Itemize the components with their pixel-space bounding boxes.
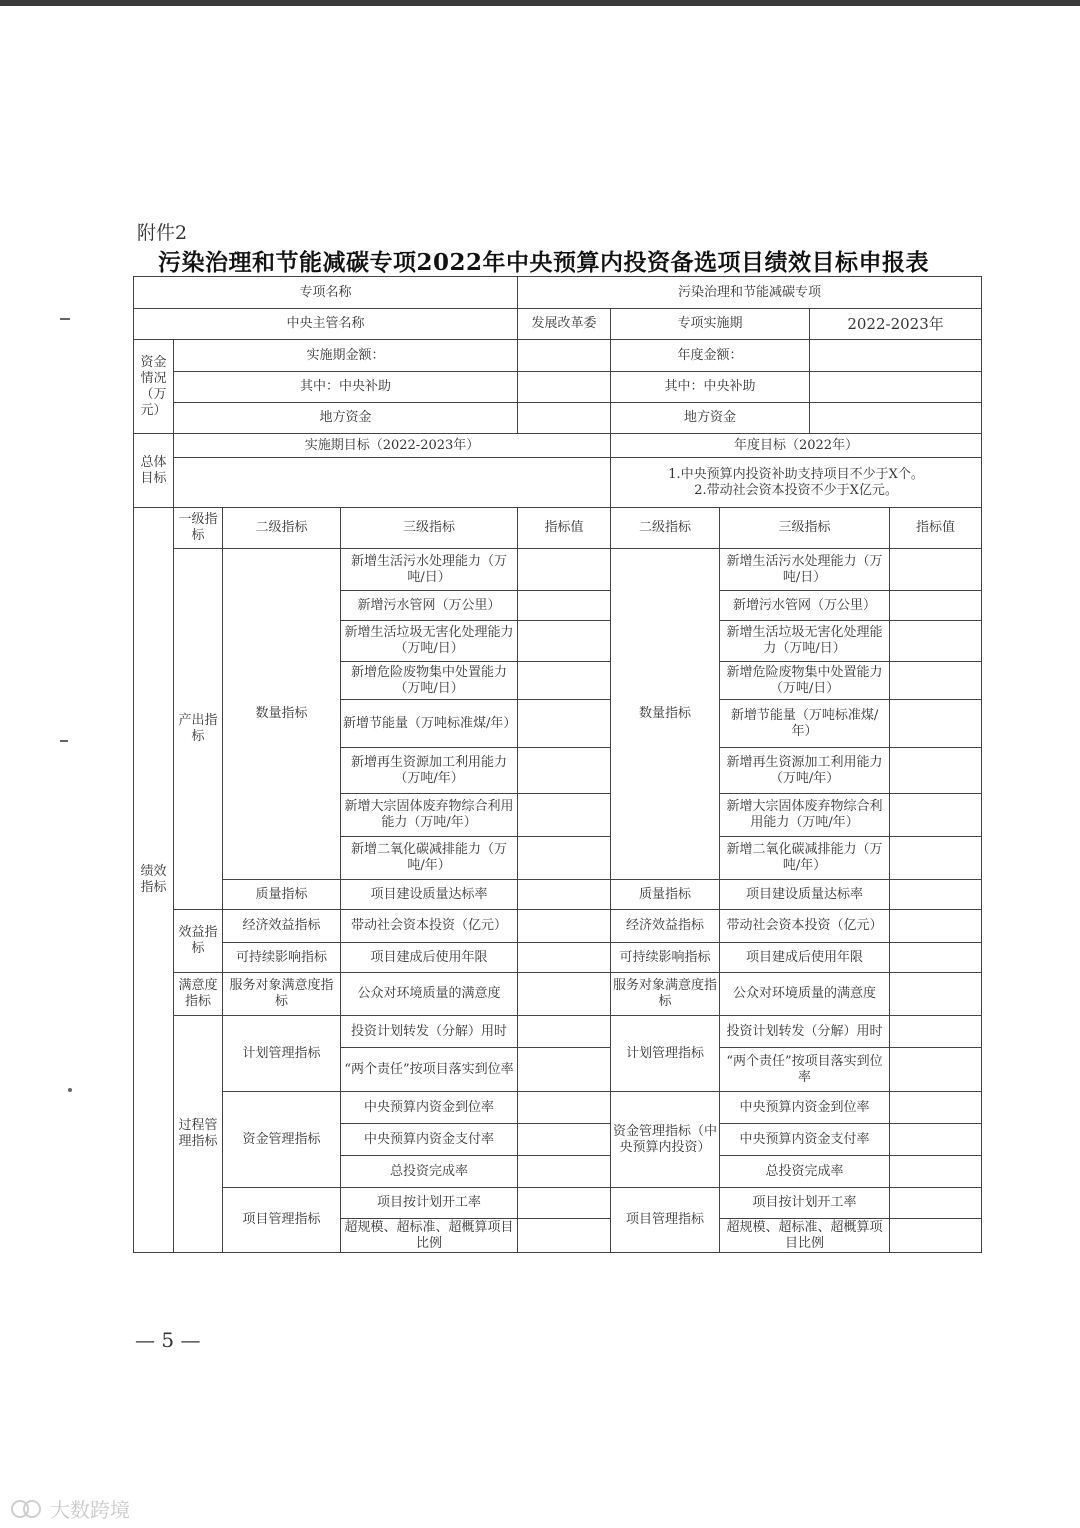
period-goal-label: 实施期目标（2022-2023年） [174,434,611,458]
indicator-value-cell [890,549,982,591]
annual-goal-line: 2.带动社会资本投资不少于X亿元。 [694,482,898,498]
indicator-value-cell [890,748,982,794]
indicator-value-cell [890,1156,982,1188]
sustain-item: 项目建成后使用年限 [341,943,518,973]
watermark-logo-icon [10,1497,44,1521]
indicator-value-cell [890,943,982,973]
quantity-item-right: 新增生活污水处理能力（万吨/日） [720,549,890,591]
project-mgmt-indicator-label-right: 项目管理指标 [611,1188,720,1253]
indicator-value-cell [890,1016,982,1048]
quantity-item: 新增危险废物集中处置能力（万吨/日） [341,662,518,700]
quantity-item-right: 新增危险废物集中处置能力（万吨/日） [720,662,890,700]
goals-section-label: 总体目标 [134,434,174,508]
annual-local-label: 地方资金 [611,403,810,434]
economic-item-right: 带动社会资本投资（亿元） [720,910,890,943]
quantity-indicator-label-right: 数量指标 [611,549,720,880]
watermark [10,1494,130,1523]
indicator-value-cell [518,1188,611,1219]
annual-goal-label: 年度目标（2022年） [611,434,982,458]
output-indicator-label: 产出指标 [174,549,223,910]
annual-amount-label: 年度金额： [611,340,810,372]
sustain-indicator-label-right: 可持续影响指标 [611,943,720,973]
annual-goal-content [611,458,982,508]
service-item: 公众对环境质量的满意度 [341,973,518,1016]
project-name-label: 专项名称 [134,277,518,309]
quantity-item-right: 新增节能量（万吨标准煤/年） [720,700,890,748]
indicator-value-cell [518,662,611,700]
indicator-value-cell [518,1016,611,1048]
indicator-value-cell [890,837,982,880]
project-mgmt-indicator-label: 项目管理指标 [223,1188,341,1253]
period-central-value [518,372,611,403]
annual-local-value [810,403,982,434]
annual-goal-line: 1.中央预算内投资补助支持项目不少于X个。 [668,466,924,482]
period-value: 2022-2023年 [810,309,982,340]
project-item: 项目按计划开工率 [341,1188,518,1219]
project-item: 超规模、超标准、超概算项目比例 [341,1219,518,1253]
fund-item-right: 总投资完成率 [720,1156,890,1188]
indicator-value-cell [890,1048,982,1092]
scan-speck [68,1088,72,1092]
plan-indicator-label-right: 计划管理指标 [611,1016,720,1092]
quantity-item-right: 新增二氧化碳减排能力（万吨/年） [720,837,890,880]
watermark-text: 大数跨境 [50,1498,130,1522]
project-item-right: 项目按计划开工率 [720,1188,890,1219]
quantity-item-right: 新增污水管网（万公里） [720,591,890,621]
period-amount-label: 实施期金额： [174,340,518,372]
process-indicator-label: 过程管理指标 [174,1016,223,1253]
col-level2-header-right: 二级指标 [611,508,720,549]
indicator-value-cell [518,1219,611,1253]
period-label: 专项实施期 [611,309,810,340]
indicator-value-cell [518,837,611,880]
annual-amount-value [810,340,982,372]
scan-speck [60,318,70,320]
indicator-value-cell [890,880,982,910]
indicator-value-cell [518,1092,611,1124]
plan-item-right: “两个责任”按项目落实到位率 [720,1048,890,1092]
satisfaction-indicator-label: 满意度指标 [174,973,223,1016]
indicator-value-cell [890,910,982,943]
indicator-value-cell [890,621,982,662]
col-level1-header: 一级指标 [174,508,223,549]
period-local-label: 地方资金 [174,403,518,434]
indicator-value-cell [890,700,982,748]
fund-item: 中央预算内资金支付率 [341,1124,518,1156]
economic-item: 带动社会资本投资（亿元） [341,910,518,943]
indicator-value-cell [890,1219,982,1253]
quantity-item: 新增节能量（万吨标准煤/年） [341,700,518,748]
quality-item: 项目建设质量达标率 [341,880,518,910]
period-goal-content [174,458,611,508]
indicator-value-cell [518,910,611,943]
quantity-item-right: 新增大宗固体废弃物综合利用能力（万吨/年） [720,794,890,837]
fund-mgmt-indicator-label-right: 资金管理指标（中央预算内投资） [611,1092,720,1188]
indicators-section-label: 绩效指标 [134,508,174,1253]
indicator-value-cell [890,591,982,621]
scan-top-edge [0,0,1080,6]
authority-value: 发展改革委 [518,309,611,340]
quantity-item-right: 新增生活垃圾无害化处理能力（万吨/日） [720,621,890,662]
quality-item-right: 项目建设质量达标率 [720,880,890,910]
period-amount-value [518,340,611,372]
sustain-indicator-label: 可持续影响指标 [223,943,341,973]
quality-indicator-label-right: 质量指标 [611,880,720,910]
quantity-item: 新增大宗固体废弃物综合利用能力（万吨/年） [341,794,518,837]
col-level2-header: 二级指标 [223,508,341,549]
annex-label: 附件2 [137,222,188,244]
project-item-right: 超规模、超标准、超概算项目比例 [720,1219,890,1253]
plan-indicator-label: 计划管理指标 [223,1016,341,1092]
indicator-value-cell [890,1188,982,1219]
annual-central-label: 其中：中央补助 [611,372,810,403]
fund-item-right: 中央预算内资金支付率 [720,1124,890,1156]
economic-indicator-label-right: 经济效益指标 [611,910,720,943]
fund-item: 中央预算内资金到位率 [341,1092,518,1124]
indicator-value-cell [518,1048,611,1092]
col-level3-header: 三级指标 [341,508,518,549]
indicator-value-cell [890,1092,982,1124]
service-indicator-label: 服务对象满意度指标 [223,973,341,1016]
indicator-value-cell [518,1124,611,1156]
plan-item: “两个责任”按项目落实到位率 [341,1048,518,1092]
plan-item-right: 投资计划转发（分解）用时 [720,1016,890,1048]
col-level3-header-right: 三级指标 [720,508,890,549]
benefit-indicator-label: 效益指标 [174,910,223,973]
plan-item: 投资计划转发（分解）用时 [341,1016,518,1048]
fund-mgmt-indicator-label: 资金管理指标 [223,1092,341,1188]
quality-indicator-label: 质量指标 [223,880,341,910]
indicator-value-cell [518,1156,611,1188]
quantity-indicator-label: 数量指标 [223,549,341,880]
quantity-item: 新增生活污水处理能力（万吨/日） [341,549,518,591]
period-central-label: 其中：中央补助 [174,372,518,403]
quantity-item: 新增再生资源加工利用能力（万吨/年） [341,748,518,794]
indicator-value-cell [518,794,611,837]
page-title: 污染治理和节能减碳专项2022年中央预算内投资备选项目绩效目标申报表 [158,249,930,276]
quantity-item: 新增生活垃圾无害化处理能力（万吨/日） [341,621,518,662]
indicator-value-cell [518,591,611,621]
col-value-header: 指标值 [518,508,611,549]
indicator-value-cell [890,794,982,837]
project-name-value: 污染治理和节能减碳专项 [518,277,982,309]
indicator-value-cell [518,549,611,591]
indicator-value-cell [518,748,611,794]
indicator-value-cell [890,973,982,1016]
indicator-value-cell [518,943,611,973]
economic-indicator-label: 经济效益指标 [223,910,341,943]
funds-section-label: 资金情况（万元） [134,340,174,434]
indicator-value-cell [518,700,611,748]
indicator-value-cell [890,1124,982,1156]
col-value-header-right: 指标值 [890,508,982,549]
authority-label: 中央主管名称 [134,309,518,340]
indicator-value-cell [518,880,611,910]
service-indicator-label-right: 服务对象满意度指标 [611,973,720,1016]
period-local-value [518,403,611,434]
quantity-item: 新增污水管网（万公里） [341,591,518,621]
service-item-right: 公众对环境质量的满意度 [720,973,890,1016]
indicator-value-cell [518,973,611,1016]
annual-central-value [810,372,982,403]
declaration-form [133,276,982,1253]
fund-item-right: 中央预算内资金到位率 [720,1092,890,1124]
indicator-value-cell [890,662,982,700]
fund-item: 总投资完成率 [341,1156,518,1188]
quantity-item-right: 新增再生资源加工利用能力（万吨/年） [720,748,890,794]
indicator-value-cell [518,621,611,662]
quantity-item: 新增二氧化碳减排能力（万吨/年） [341,837,518,880]
scan-speck [60,740,68,742]
sustain-item-right: 项目建成后使用年限 [720,943,890,973]
page-number: — 5 — [135,1328,201,1352]
